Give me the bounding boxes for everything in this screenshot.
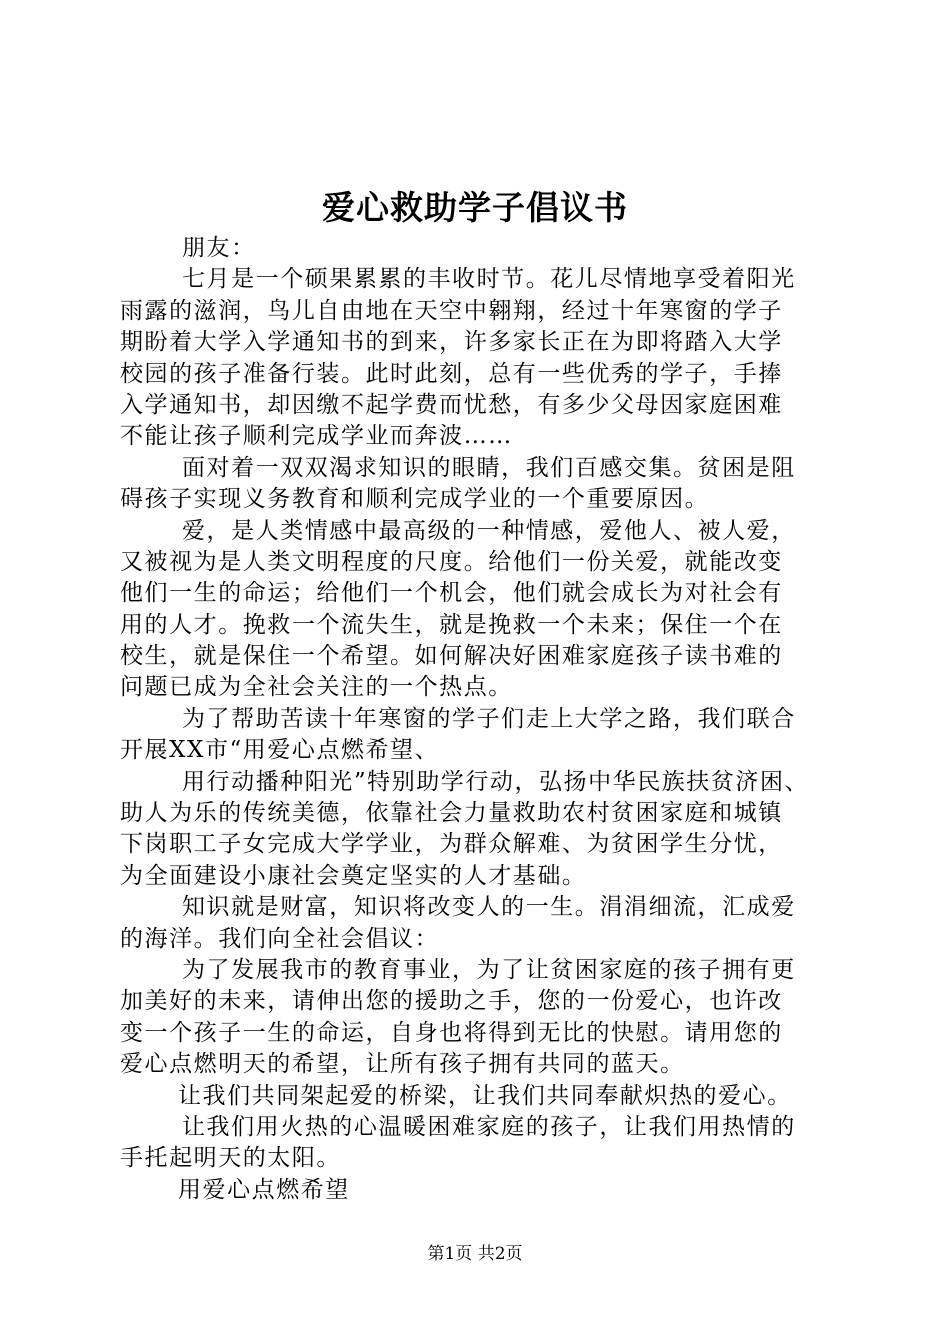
document-body (120, 233, 834, 1206)
text-line: 让我们共同架起爱的桥梁，让我们共同奉献炽热的爱心。 (178, 1082, 792, 1109)
text-line: 助人为乐的传统美德，依靠社会力量救助农村贫困家庭和城镇 (120, 800, 783, 827)
text-line: 问题已成为全社会关注的一个热点。 (120, 674, 513, 701)
text-line: 他们一生的命运；给他们一个机会，他们就会成长为对社会有 (120, 580, 783, 607)
text-line: 入学通知书，却因缴不起学费而忧愁，有多少父母因家庭困难 (120, 391, 783, 418)
text-line: 下岗职工子女完成大学学业，为群众解难、为贫困学生分忧， (120, 831, 783, 858)
document-title: 爱心救助学子倡议书 (322, 188, 628, 227)
text-line: 爱，是人类情感中最高级的一种情感，爱他人、被人爱， (182, 517, 796, 544)
text-line: 变一个孩子一生的命运，自身也将得到无比的快慰。请用您的 (120, 1019, 783, 1046)
text-line: 不能让孩子顺利完成学业而奔波…… (120, 423, 513, 450)
text-line: 面对着一双双渴求知识的眼睛，我们百感交集。贫困是阻 (182, 454, 796, 481)
text-line: 雨露的滋润，鸟儿自由地在天空中翱翔，经过十年寒窗的学子 (120, 297, 783, 324)
text-line: 为了发展我市的教育事业，为了让贫困家庭的孩子拥有更 (182, 956, 796, 983)
text-line: 碍孩子实现义务教育和顺利完成学业的一个重要原因。 (120, 486, 710, 513)
text-line: 朋友： (182, 235, 256, 261)
text-line: 用的人才。挽救一个流失生，就是挽救一个未来；保住一个在 (120, 611, 783, 638)
text-line: 知识就是财富，知识将改变人的一生。涓涓细流，汇成爱 (182, 894, 796, 921)
text-line: 七月是一个硕果累累的丰收时节。花儿尽情地享受着阳光 (182, 266, 796, 293)
text-line: 爱心点燃明天的希望，让所有孩子拥有共同的蓝天。 (120, 1051, 685, 1078)
text-line: 让我们用火热的心温暖困难家庭的孩子，让我们用热情的 (182, 1113, 796, 1140)
text-line: 用爱心点燃希望 (178, 1176, 350, 1203)
text-line: 校生，就是保住一个希望。如何解决好困难家庭孩子读书难的 (120, 643, 783, 670)
text-line: 期盼着大学入学通知书的到来，许多家长正在为即将踏入大学 (120, 329, 783, 356)
page-footer: 第1页 共2页 (427, 1244, 523, 1264)
text-line: 校园的孩子准备行装。此时此刻，总有一些优秀的学子，手捧 (120, 360, 783, 387)
text-line: 又被视为是人类文明程度的尺度。给他们一份关爱，就能改变 (120, 548, 783, 575)
text-line: 开展XX市“用爱心点燃希望、 (120, 737, 440, 764)
text-line: 用行动播种阳光”特别助学行动，弘扬中华民族扶贫济困、 (182, 768, 810, 795)
text-line: 为了帮助苦读十年寒窗的学子们走上大学之路，我们联合 (182, 705, 796, 732)
text-line: 为全面建设小康社会奠定坚实的人才基础。 (120, 862, 587, 889)
text-line: 手托起明天的太阳。 (120, 1145, 341, 1172)
text-line: 加美好的未来，请伸出您的援助之手，您的一份爱心，也许改 (120, 988, 783, 1015)
text-line: 的海洋。我们向全社会倡议： (120, 925, 440, 952)
